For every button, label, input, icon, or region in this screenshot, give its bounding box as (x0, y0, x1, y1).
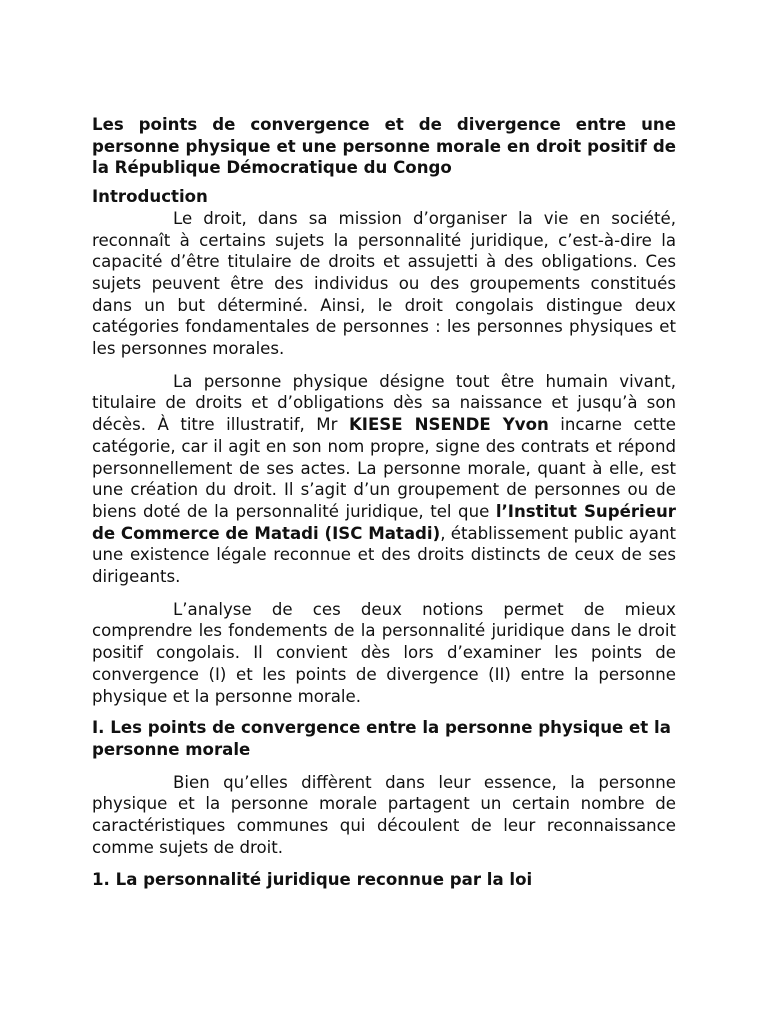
paragraph-intro-1: Le droit, dans sa mission d’organiser la vie en société, reconnaît à certains sujets la personnalité juridique, c’est-à-dire la capacité d’être titulaire de droits et assujetti à des obligations. Ces sujets peuvent être des individus ou des groupements constitués dans un but déterminé. Ainsi, le droit congolais distingue deux catégories fondamentales de personnes : les personnes physiques et les personnes morales. (92, 208, 676, 359)
paragraph-text: La personne physique désigne tout être humain vivant, titulaire de droits et d’obligations dès sa naissance et jusqu’à son décès. À titre illustratif, Mr (92, 371, 676, 435)
person-name: KIESE NSENDE Yvon (348, 415, 549, 435)
paragraph-text: incarne cette catégorie, car il agit en son nom propre, signe des contrats et répond personnellement de ses actes. La personne morale, quant à elle, est une création du droit. Il s’agit d’un groupement de personnes ou de biens doté de la personnalité juridique, tel que (92, 415, 676, 521)
paragraph-intro-2 (92, 371, 676, 588)
subsection-1-heading: 1. La personnalité juridique reconnue par la loi (92, 869, 533, 889)
institution-name: l’Institut Supérieur de Commerce de Matadi (ISC Matadi) (92, 501, 676, 543)
paragraph-text: , établissement public ayant une existence légale reconnue et des droits distincts de ceux de ses dirigeants. (92, 523, 676, 587)
introduction-heading: Introduction (92, 187, 208, 207)
section-1-heading: I. Les points de convergence entre la personne physique et la personne morale (92, 718, 671, 759)
paragraph-section-1: Bien qu’elles diffèrent dans leur essence, la personne physique et la personne morale partagent un certain nombre de caractéristiques communes qui découlent de leur reconnaissance comme sujets de droit. (92, 772, 676, 857)
document-title: Les points de convergence et de divergence entre une personne physique et une personne morale en droit positif de la République Démocratique du Congo (92, 115, 676, 178)
paragraph-intro-3: L’analyse de ces deux notions permet de mieux comprendre les fondements de la personnalité juridique dans le droit positif congolais. Il convient dès lors d’examiner les points de convergence (I) et les points de divergence (II) entre la personne physique et la personne morale. (92, 599, 676, 706)
document-page (92, 114, 676, 890)
